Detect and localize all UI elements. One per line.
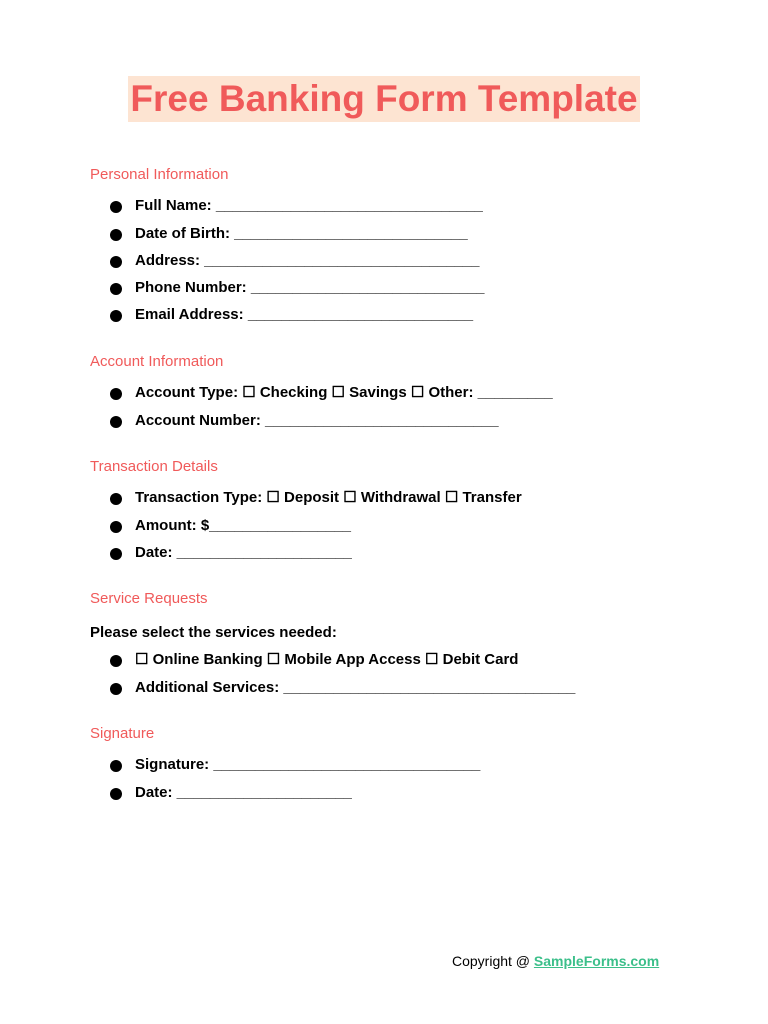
- field-service-options[interactable]: [90, 651, 710, 669]
- bullet-icon: [110, 201, 122, 213]
- section-heading-transaction: Transaction Details: [90, 458, 218, 475]
- field-label: Amount: $_________________: [135, 516, 351, 534]
- section-transaction-details: [90, 458, 710, 562]
- field-label: Account Type: ☐ Checking ☐ Savings ☐ Other: _________: [135, 384, 553, 402]
- field-signature-date[interactable]: [90, 784, 710, 802]
- field-transaction-type[interactable]: [90, 489, 710, 507]
- field-date-of-birth[interactable]: [90, 225, 710, 243]
- bullet-icon: [110, 310, 122, 322]
- section-personal-information: [90, 166, 710, 324]
- field-account-number[interactable]: [90, 412, 710, 430]
- field-account-type[interactable]: [90, 384, 710, 402]
- service-intro-text: Please select the services needed:: [90, 624, 337, 641]
- field-label: Transaction Type: ☐ Deposit ☐ Withdrawal ☐ Transfer: [135, 489, 522, 507]
- field-label: Date: _____________________: [135, 783, 352, 801]
- signature-fields-list: [90, 756, 710, 801]
- field-signature[interactable]: [90, 756, 710, 774]
- bullet-icon: [110, 788, 122, 800]
- field-phone-number[interactable]: [90, 279, 710, 297]
- field-label: Phone Number: ____________________________: [135, 279, 485, 297]
- section-signature: [90, 725, 710, 802]
- field-label: Date: _____________________: [135, 543, 352, 561]
- service-fields-list: [90, 651, 710, 696]
- bullet-icon: [110, 256, 122, 268]
- page-title: Free Banking Form Template: [128, 76, 639, 122]
- section-service-requests: [90, 590, 710, 697]
- bullet-icon: [110, 548, 122, 560]
- copyright-footer: [452, 952, 659, 970]
- bullet-icon: [110, 493, 122, 505]
- field-label: Additional Services: ___________________________________: [135, 678, 576, 696]
- field-label: ☐ Online Banking ☐ Mobile App Access ☐ Debit Card: [135, 651, 519, 669]
- field-label: Email Address: ___________________________: [135, 306, 474, 324]
- bullet-icon: [110, 416, 122, 428]
- field-transaction-date[interactable]: [90, 544, 710, 562]
- field-full-name[interactable]: [90, 197, 710, 215]
- transaction-fields-list: [90, 489, 710, 562]
- bullet-icon: [110, 683, 122, 695]
- bullet-icon: [110, 283, 122, 295]
- sampleforms-link[interactable]: SampleForms.com: [533, 953, 660, 969]
- section-heading-service: Service Requests: [90, 590, 208, 607]
- section-heading-account: Account Information: [90, 353, 224, 370]
- section-heading-signature: Signature: [90, 725, 155, 742]
- bullet-icon: [110, 229, 122, 241]
- section-heading-personal: Personal Information: [90, 166, 229, 183]
- field-label: Signature: ________________________________: [135, 756, 481, 774]
- field-label: Full Name: ________________________________: [135, 197, 483, 215]
- field-additional-services[interactable]: [90, 679, 710, 697]
- field-amount[interactable]: [90, 517, 710, 535]
- field-label: Account Number: ____________________________: [135, 411, 499, 429]
- field-label: Date of Birth: ____________________________: [135, 224, 468, 242]
- field-email-address[interactable]: [90, 306, 710, 324]
- section-account-information: [90, 353, 710, 430]
- field-label: Address: _________________________________: [135, 251, 480, 269]
- title-wrapper: [0, 76, 768, 122]
- personal-fields-list: [90, 197, 710, 324]
- bullet-icon: [110, 760, 122, 772]
- bullet-icon: [110, 521, 122, 533]
- bullet-icon: [110, 388, 122, 400]
- copyright-text: Copyright @: [452, 953, 534, 969]
- field-address[interactable]: [90, 252, 710, 270]
- bullet-icon: [110, 655, 122, 667]
- account-fields-list: [90, 384, 710, 429]
